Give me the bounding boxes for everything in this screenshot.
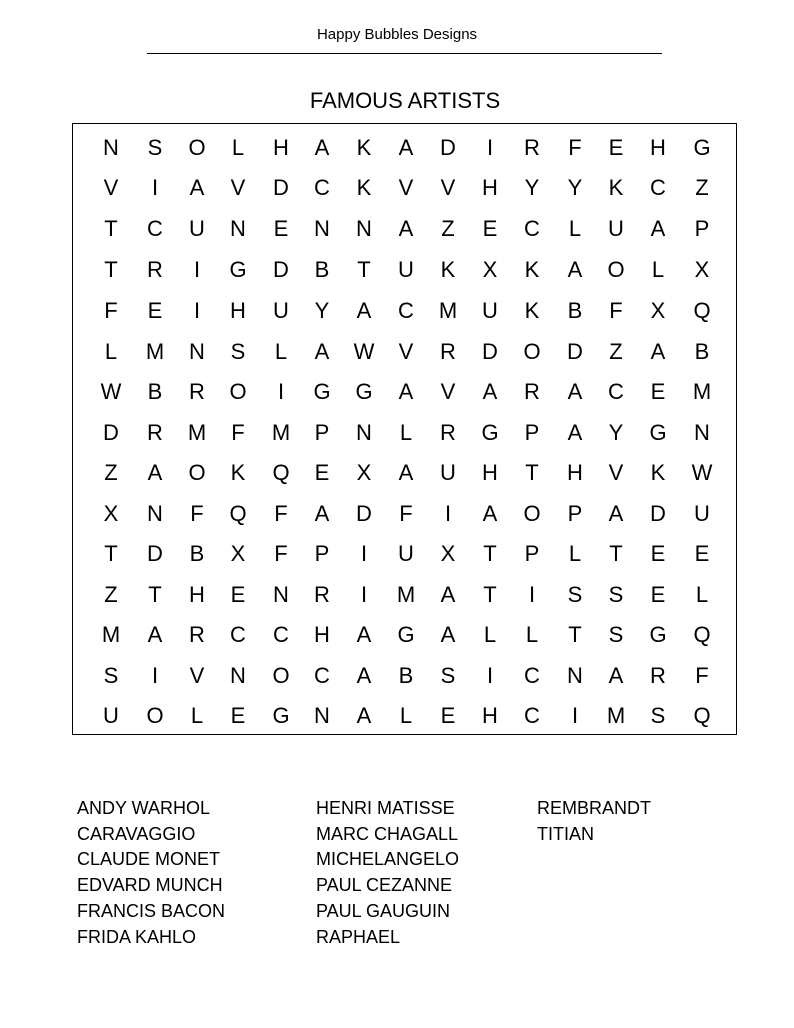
grid-cell: A	[356, 703, 372, 728]
grid-cell: K	[230, 460, 246, 485]
grid-cell: A	[398, 216, 414, 241]
grid-cell: E	[440, 703, 456, 728]
grid-cell: V	[103, 175, 119, 200]
grid-cell: D	[273, 175, 289, 200]
grid-cell: Q	[229, 501, 247, 526]
grid-cell: S	[147, 135, 163, 160]
grid-cell: L	[568, 541, 582, 566]
grid-cell: C	[314, 663, 330, 688]
grid-cell: R	[189, 622, 205, 647]
grid-cell: N	[356, 216, 372, 241]
grid-cell: X	[650, 298, 666, 323]
puzzle-title: FAMOUS ARTISTS	[309, 88, 501, 113]
word-list-item: PAUL CEZANNE	[316, 875, 453, 896]
grid-cell: O	[229, 379, 247, 404]
grid-cell: N	[694, 420, 710, 445]
grid-cell: H	[273, 135, 289, 160]
grid-cell: H	[482, 703, 498, 728]
grid-row	[73, 534, 736, 574]
grid-row	[73, 332, 736, 372]
grid-cell: B	[398, 663, 414, 688]
grid-cell: X	[482, 257, 498, 282]
grid-cell: B	[567, 298, 583, 323]
grid-cell: K	[650, 460, 666, 485]
grid-cell: T	[104, 257, 118, 282]
grid-cell: A	[482, 501, 498, 526]
word-list-column-3	[537, 796, 651, 847]
grid-cell: H	[189, 582, 205, 607]
grid-cell: Y	[524, 175, 540, 200]
grid-cell: G	[229, 257, 247, 282]
grid-cell: A	[650, 216, 666, 241]
grid-cell: P	[524, 541, 540, 566]
grid-cell: A	[314, 135, 330, 160]
grid-cell: C	[314, 175, 330, 200]
word-list-item: CLAUDE MONET	[77, 849, 221, 870]
grid-cell: O	[188, 135, 206, 160]
word-list-item: RAPHAEL	[316, 926, 401, 947]
grid-cell: T	[609, 541, 623, 566]
grid-cell: A	[608, 501, 624, 526]
grid-cell: C	[273, 622, 289, 647]
grid-row	[73, 696, 736, 736]
grid-cell: E	[147, 298, 163, 323]
grid-cell: E	[230, 703, 246, 728]
grid-cell: F	[568, 135, 582, 160]
grid-cell: D	[356, 501, 372, 526]
grid-cell: F	[274, 541, 288, 566]
grid-row	[73, 372, 736, 412]
grid-cell: P	[524, 420, 540, 445]
grid-cell: D	[440, 135, 456, 160]
grid-cell: C	[608, 379, 624, 404]
grid-cell: A	[567, 257, 583, 282]
grid-cell: H	[567, 460, 583, 485]
grid-cell: T	[104, 216, 118, 241]
grid-cell: L	[274, 339, 288, 364]
header-text: Happy Bubbles Designs	[316, 26, 478, 43]
grid-cell: R	[524, 135, 540, 160]
grid-cell: R	[650, 663, 666, 688]
grid-cell: N	[314, 216, 330, 241]
grid-cell: D	[650, 501, 666, 526]
word-list-item: FRIDA KAHLO	[77, 926, 197, 947]
grid-cell: U	[694, 501, 710, 526]
grid-cell: I	[193, 298, 201, 323]
grid-cell: E	[273, 216, 289, 241]
grid-cell: G	[272, 703, 290, 728]
grid-cell: L	[651, 257, 665, 282]
grid-cell: D	[147, 541, 163, 566]
grid-cell: A	[398, 135, 414, 160]
grid-cell: O	[272, 663, 290, 688]
grid-cell: I	[277, 379, 285, 404]
grid-cell: I	[360, 582, 368, 607]
grid-cell: O	[146, 703, 164, 728]
grid-cell: C	[230, 622, 246, 647]
grid-cell: E	[314, 460, 330, 485]
grid-cell: W	[100, 379, 122, 404]
grid-cell: Q	[272, 460, 290, 485]
grid-cell: A	[356, 622, 372, 647]
grid-cell: K	[356, 175, 372, 200]
grid-cell: N	[230, 216, 246, 241]
grid-cell: M	[187, 420, 207, 445]
word-list-item: MICHELANGELO	[316, 849, 460, 870]
word-list-item: FRANCIS BACON	[77, 900, 226, 921]
grid-cell: N	[103, 135, 119, 160]
grid-cell: A	[356, 663, 372, 688]
grid-cell: A	[398, 460, 414, 485]
grid-cell: S	[608, 622, 624, 647]
grid-cell: Z	[609, 339, 623, 364]
grid-row	[73, 413, 736, 453]
grid-cell: L	[190, 703, 204, 728]
grid-row	[73, 494, 736, 534]
grid-cell: Y	[608, 420, 624, 445]
word-list-item: TITIAN	[537, 823, 594, 844]
grid-cell: F	[190, 501, 204, 526]
grid-cell: E	[608, 135, 624, 160]
grid-cell: T	[568, 622, 582, 647]
grid-cell: L	[525, 622, 539, 647]
grid-cell: A	[314, 501, 330, 526]
grid-cell: A	[398, 379, 414, 404]
grid-cell: Y	[314, 298, 330, 323]
grid-cell: R	[524, 379, 540, 404]
grid-row	[73, 291, 736, 331]
grid-cell: M	[396, 582, 416, 607]
header-divider	[147, 53, 662, 54]
grid-cell: G	[481, 420, 499, 445]
grid-cell: O	[188, 460, 206, 485]
grid-cell: V	[608, 460, 624, 485]
word-list-item: EDVARD MUNCH	[77, 875, 223, 896]
grid-cell: T	[483, 582, 497, 607]
grid-cell: D	[482, 339, 498, 364]
grid-cell: S	[103, 663, 119, 688]
grid-cell: I	[151, 175, 159, 200]
grid-cell: T	[104, 541, 118, 566]
word-list-item: PAUL GAUGUIN	[316, 900, 451, 921]
grid-cell: I	[360, 541, 368, 566]
grid-cell: T	[525, 460, 539, 485]
grid-cell: Q	[693, 298, 711, 323]
grid-cell: A	[147, 622, 163, 647]
grid-cell: N	[230, 663, 246, 688]
grid-cell: T	[357, 257, 371, 282]
grid-cell: W	[353, 339, 375, 364]
grid-cell: O	[523, 501, 541, 526]
grid-cell: M	[271, 420, 291, 445]
word-list-column-1	[77, 796, 225, 950]
grid-cell: F	[695, 663, 709, 688]
grid-cell: H	[482, 460, 498, 485]
grid-cell: A	[440, 582, 456, 607]
grid-cell: C	[398, 298, 414, 323]
grid-cell: R	[440, 420, 456, 445]
grid-cell: F	[399, 501, 413, 526]
grid-cell: L	[483, 622, 497, 647]
grid-cell: N	[189, 339, 205, 364]
grid-cell: G	[313, 379, 331, 404]
grid-cell: B	[189, 541, 205, 566]
grid-cell: A	[608, 663, 624, 688]
grid-cell: M	[145, 339, 165, 364]
grid-cell: K	[524, 257, 540, 282]
grid-cell: U	[398, 257, 414, 282]
grid-cell: C	[147, 216, 163, 241]
grid-cell: V	[189, 663, 205, 688]
grid-cell: X	[356, 460, 372, 485]
grid-cell: S	[650, 703, 666, 728]
grid-cell: S	[230, 339, 246, 364]
grid-cell: F	[274, 501, 288, 526]
grid-cell: C	[524, 216, 540, 241]
grid-cell: U	[440, 460, 456, 485]
grid-cell: Z	[441, 216, 455, 241]
grid-cell: Q	[693, 622, 711, 647]
grid-cell: K	[608, 175, 624, 200]
grid-cell: E	[694, 541, 710, 566]
grid-cell: F	[609, 298, 623, 323]
grid-cell: P	[694, 216, 710, 241]
grid-cell: N	[147, 501, 163, 526]
grid-row	[73, 615, 736, 655]
grid-cell: I	[193, 257, 201, 282]
grid-cell: D	[103, 420, 119, 445]
grid-cell: K	[440, 257, 456, 282]
grid-cell: V	[440, 175, 456, 200]
grid-cell: I	[528, 582, 536, 607]
grid-cell: F	[104, 298, 118, 323]
grid-cell: C	[650, 175, 666, 200]
grid-cell: A	[314, 339, 330, 364]
grid-cell: X	[440, 541, 456, 566]
grid-row	[73, 128, 736, 168]
grid-cell: E	[650, 379, 666, 404]
grid-cell: L	[231, 135, 245, 160]
grid-cell: G	[649, 622, 667, 647]
grid-cell: I	[571, 703, 579, 728]
word-list-item: MARC CHAGALL	[316, 823, 459, 844]
word-list-item: REMBRANDT	[537, 798, 652, 818]
grid-cell: R	[440, 339, 456, 364]
grid-cell: G	[355, 379, 373, 404]
grid-cell: B	[314, 257, 330, 282]
grid-cell: A	[440, 622, 456, 647]
grid-cell: U	[103, 703, 119, 728]
grid-cell: Z	[104, 460, 118, 485]
grid-cell: H	[650, 135, 666, 160]
grid-cell: N	[314, 703, 330, 728]
grid-cell: I	[151, 663, 159, 688]
grid-row	[73, 453, 736, 493]
grid-cell: Z	[104, 582, 118, 607]
grid-cell: G	[649, 420, 667, 445]
grid-cell: X	[230, 541, 246, 566]
grid-cell: T	[148, 582, 162, 607]
grid-cell: Z	[695, 175, 709, 200]
grid-cell: X	[103, 501, 119, 526]
grid-cell: L	[399, 703, 413, 728]
grid-cell: X	[694, 257, 710, 282]
grid-row	[73, 575, 736, 615]
grid-cell: U	[273, 298, 289, 323]
grid-cell: T	[483, 541, 497, 566]
grid-cell: D	[273, 257, 289, 282]
word-list-item: HENRI MATISSE	[316, 798, 455, 818]
grid-cell: V	[398, 175, 414, 200]
grid-cell: V	[398, 339, 414, 364]
grid-cell: I	[486, 663, 494, 688]
grid-cell: A	[189, 175, 205, 200]
grid-cell: Y	[567, 175, 583, 200]
grid-cell: O	[607, 257, 625, 282]
grid-cell: H	[230, 298, 246, 323]
grid-cell: H	[482, 175, 498, 200]
grid-cell: V	[230, 175, 246, 200]
grid-cell: C	[524, 703, 540, 728]
grid-cell: G	[397, 622, 415, 647]
grid-cell: L	[568, 216, 582, 241]
grid-cell: E	[482, 216, 498, 241]
grid-cell: U	[608, 216, 624, 241]
grid-cell: A	[482, 379, 498, 404]
grid-cell: N	[567, 663, 583, 688]
grid-cell: N	[356, 420, 372, 445]
grid-cell: M	[692, 379, 712, 404]
grid-cell: E	[230, 582, 246, 607]
grid-cell: Q	[693, 703, 711, 728]
grid-cell: M	[101, 622, 121, 647]
grid-cell: W	[691, 460, 713, 485]
grid-cell: L	[695, 582, 709, 607]
grid-cell: L	[399, 420, 413, 445]
grid-cell: E	[650, 582, 666, 607]
grid-cell: K	[356, 135, 372, 160]
grid-cell: R	[147, 420, 163, 445]
word-list-item: CARAVAGGIO	[77, 823, 196, 844]
grid-cell: K	[524, 298, 540, 323]
grid-cell: R	[314, 582, 330, 607]
grid-cell: P	[314, 541, 330, 566]
grid-row	[73, 656, 736, 696]
grid-cell: P	[314, 420, 330, 445]
grid-row	[73, 209, 736, 249]
grid-cell: F	[231, 420, 245, 445]
grid-cell: C	[524, 663, 540, 688]
grid-cell: S	[440, 663, 456, 688]
grid-cell: H	[314, 622, 330, 647]
grid-cell: I	[444, 501, 452, 526]
grid-cell: P	[567, 501, 583, 526]
grid-cell: A	[356, 298, 372, 323]
grid-cell: A	[567, 379, 583, 404]
grid-cell: U	[398, 541, 414, 566]
grid-cell: S	[608, 582, 624, 607]
letter-grid	[72, 123, 737, 735]
grid-cell: U	[189, 216, 205, 241]
grid-cell: B	[694, 339, 710, 364]
grid-cell: E	[650, 541, 666, 566]
grid-row	[73, 250, 736, 290]
grid-cell: N	[273, 582, 289, 607]
grid-cell: B	[147, 379, 163, 404]
word-list-item: ANDY WARHOL	[77, 798, 211, 818]
grid-cell: V	[440, 379, 456, 404]
grid-cell: U	[482, 298, 498, 323]
grid-cell: R	[189, 379, 205, 404]
grid-cell: M	[438, 298, 458, 323]
grid-cell: R	[147, 257, 163, 282]
grid-cell: A	[567, 420, 583, 445]
grid-cell: O	[523, 339, 541, 364]
grid-cell: M	[606, 703, 626, 728]
grid-cell: S	[567, 582, 583, 607]
grid-cell: A	[147, 460, 163, 485]
word-list-column-2	[316, 796, 459, 950]
grid-cell: D	[567, 339, 583, 364]
grid-cell: L	[104, 339, 118, 364]
grid-cell: G	[693, 135, 711, 160]
grid-cell: A	[650, 339, 666, 364]
grid-cell: I	[486, 135, 494, 160]
grid-row	[73, 168, 736, 208]
